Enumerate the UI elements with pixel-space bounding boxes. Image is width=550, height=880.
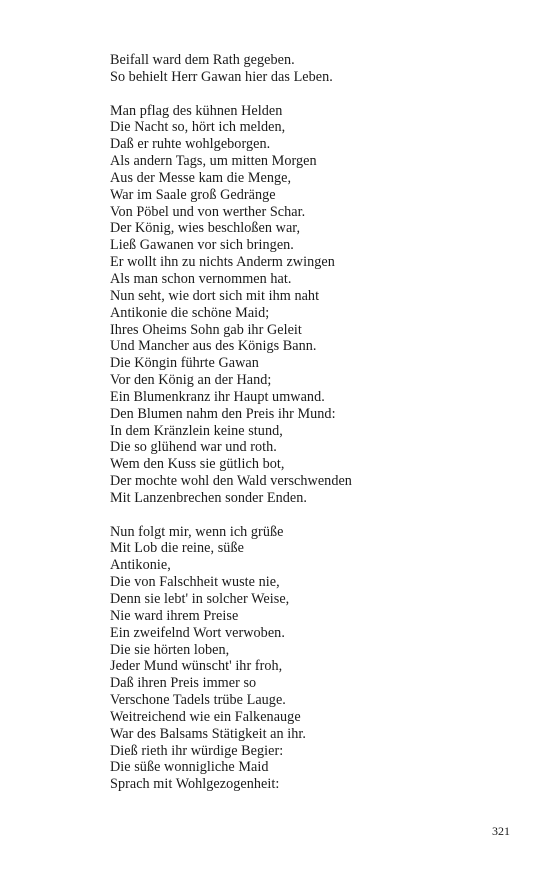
- poem-line: Antikonie die schöne Maid;: [110, 304, 270, 321]
- poem-line: Ihres Oheims Sohn gab ihr Geleit: [110, 321, 302, 338]
- poem-line: Beifall ward dem Rath gegeben.: [110, 52, 295, 68]
- poem-line: Ließ Gawanen vor sich bringen.: [110, 237, 294, 254]
- stanza-3: [110, 524, 510, 794]
- poem-line: Ein Blumenkranz ihr Haupt umwand.: [110, 388, 325, 405]
- poem-line: Der mochte wohl den Wald verschwenden: [110, 473, 352, 490]
- poem-line: War im Saale groß Gedränge: [110, 186, 276, 203]
- page-number: 321: [492, 824, 510, 838]
- poem-line: Antikonie,: [110, 557, 171, 574]
- poem-line: Ein zweifelnd Wort verwoben.: [110, 624, 285, 641]
- poem-line: Daß er ruhte wohlgeborgen.: [110, 136, 271, 153]
- poem-line: Die Köngin führte Gawan: [110, 355, 259, 372]
- poem-line: So behielt Herr Gawan hier das Leben.: [110, 68, 333, 85]
- poem-line: Die so glühend war und roth.: [110, 439, 277, 456]
- poem-line: Die Nacht so, hört ich melden,: [110, 119, 286, 136]
- stanza-2: [110, 103, 510, 507]
- poem-line: Von Pöbel und von werther Schar.: [110, 203, 306, 220]
- poem-line: Aus der Messe kam die Menge,: [110, 169, 292, 186]
- poem-line: Wem den Kuss sie gütlich bot,: [110, 456, 285, 473]
- poem-line: Sprach mit Wohlgezogenheit:: [110, 776, 280, 793]
- poem-line: Jeder Mund wünscht' ihr froh,: [110, 658, 283, 675]
- poem-line: Nun folgt mir, wenn ich grüße: [110, 523, 284, 540]
- poem-line: Nie ward ihrem Preise: [110, 607, 239, 624]
- poem-line: Mit Lob die reine, süße: [110, 540, 244, 557]
- poem-line: Er wollt ihn zu nichts Anderm zwingen: [110, 254, 335, 271]
- poem-line: Die von Falschheit wuste nie,: [110, 574, 280, 591]
- poem-line: Denn sie lebt' in solcher Weise,: [110, 591, 290, 607]
- poem-line: Als andern Tags, um mitten Morgen: [110, 153, 317, 170]
- poem-line: Mit Lanzenbrechen sonder Enden.: [110, 489, 307, 506]
- poem-line: Die sie hörten loben,: [110, 641, 230, 658]
- poem-line: Der König, wies beschloßen war,: [110, 220, 301, 237]
- poem-line: Daß ihren Preis immer so: [110, 675, 257, 692]
- poem-text: [110, 52, 510, 793]
- stanza-1: [110, 52, 510, 86]
- poem-line: Verschone Tadels trübe Lauge.: [110, 692, 286, 709]
- poem-line: Nun seht, wie dort sich mit ihm naht: [110, 287, 320, 304]
- poem-line: Als man schon vernommen hat.: [110, 270, 292, 287]
- poem-line: Weitreichend wie ein Falkenauge: [110, 708, 301, 725]
- poem-line: Den Blumen nahm den Preis ihr Mund:: [110, 405, 336, 422]
- poem-line: Man pflag des kühnen Helden: [110, 102, 283, 119]
- poem-line: Die süße wonnigliche Maid: [110, 759, 269, 776]
- poem-line: War des Balsams Stätigkeit an ihr.: [110, 725, 306, 742]
- poem-line: Vor den König an der Hand;: [110, 372, 272, 389]
- poem-line: Dieß rieth ihr würdige Begier:: [110, 742, 284, 759]
- poem-line: In dem Kränzlein keine stund,: [110, 422, 283, 439]
- poem-line: Und Mancher aus des Königs Bann.: [110, 338, 317, 355]
